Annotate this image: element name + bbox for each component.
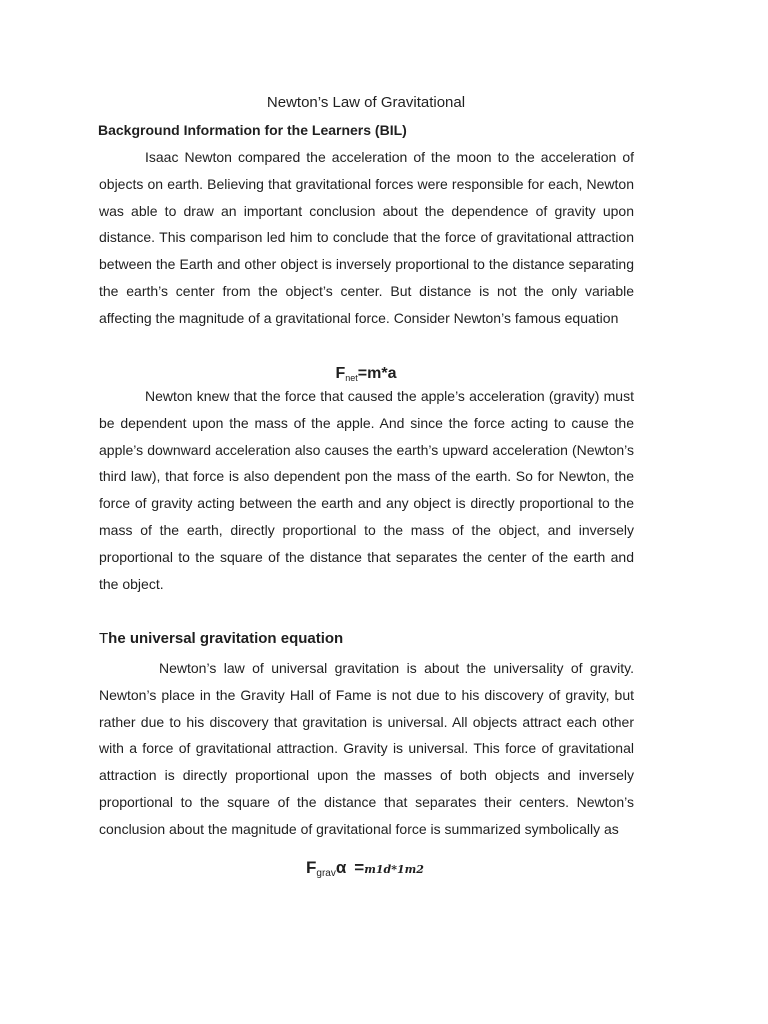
equation-fgrav [306,857,424,885]
equation-fgrav-proportional: α [335,858,347,877]
equation-fgrav-equals: = [354,858,365,877]
equation-fnet-symbol: F [335,365,346,382]
equation-fgrav-subscript: grav [316,868,336,879]
equation-fnet-rhs: =m*a [357,365,397,382]
paragraph-intro: Isaac Newton compared the acceleration of the moon to the acceleration of objects on earth. Believing that gravitational forces were responsible for each, Newton was able to draw an important conclusion about the dependence of gravity upon distance. This comparison led him to conclude that the force of gravitational attraction between the Earth and other object is inversely proportional to the distance separating the earth’s center from the object’s center. But distance is not the only variable affecting the magnitude of a gravitational force. Consider Newton’s famous equation [99,149,634,326]
section-heading-universal-gravitation [99,628,343,650]
paragraph-apple: Newton knew that the force that caused the apple’s acceleration (gravity) must be dependent upon the mass of the apple. And since the force acting to cause the apple’s downward acceleration also causes the earth’s upward acceleration (Newton’s third law), that force is also dependent pon the mass of the earth. So for Newton, the force of gravity acting between the earth and any object is directly proportional to the mass of the earth, directly proportional to the mass of the object, and inversely proportional to the square of the distance that separates the center of the earth and the object. [99,388,634,592]
section-heading-first-letter: T [99,630,109,647]
equation-fgrav-symbol: F [306,858,317,877]
paragraph-universal-law: Newton’s law of universal gravitation is about the universality of gravity. Newton’s place in the Gravity Hall of Fame is not due to his discovery of gravity, but rather due to his discovery that gravitation is universal. All objects attract each other with a force of gravitational attraction. Gravity is universal. This force of gravitational attraction is directly proportional upon the masses of both objects and inversely proportional to the square of the distance that separates their centers. Newton’s conclusion about the magnitude of gravitational force is summarized symbolically as [99,660,634,837]
document-title: Newton’s Law of Gravitational [266,94,466,111]
section-heading-rest: he universal gravitation equation [108,630,344,647]
equation-fgrav-fraction: m1d*1m2 [364,863,424,876]
equation-fnet-subscript: net [345,373,358,383]
background-subheading: Background Information for the Learners (BIL) [98,122,407,138]
